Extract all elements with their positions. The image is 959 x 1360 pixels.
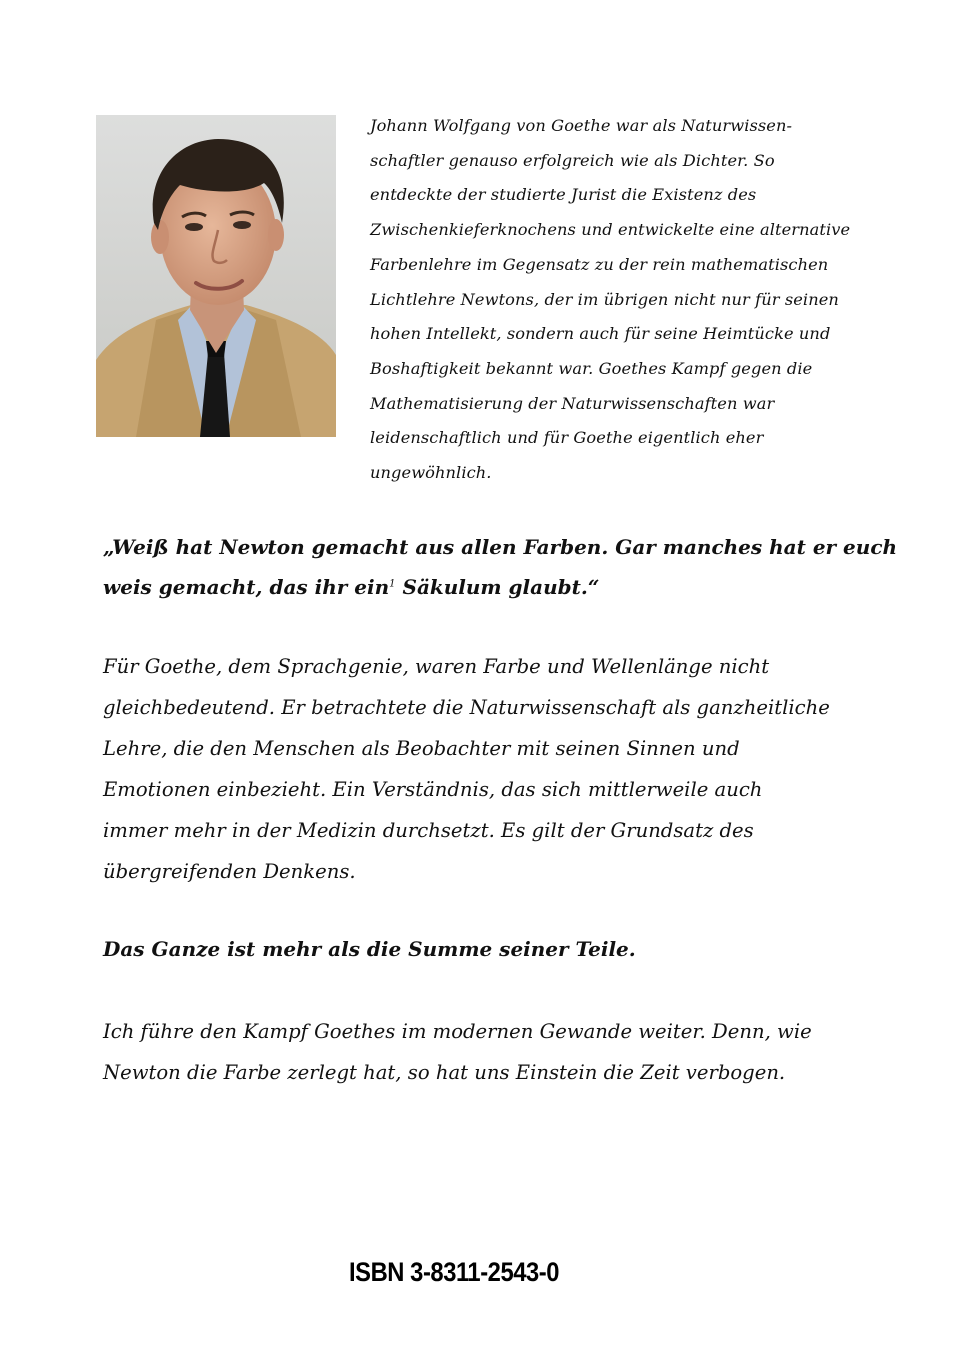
footnote-mark: 1	[389, 578, 396, 590]
intro-line: Boshaftigkeit bekannt war. Goethes Kampf gegen die	[370, 358, 813, 378]
intro-line: Johann Wolfgang von Goethe war als Naturwissen-	[370, 116, 793, 135]
quote-line-2-end: Säkulum glaubt.“	[395, 575, 600, 599]
body-line: Lehre, die den Menschen als Beobachter mit seinen Sinnen und	[103, 737, 740, 760]
motto-line: Das Ganze ist mehr als die Summe seiner Teile.	[103, 937, 636, 961]
body-paragraph-1	[103, 646, 863, 892]
quote-line-2	[103, 567, 863, 607]
intro-line: Lichtlehre Newtons, der im übrigen nicht nur für seinen	[370, 289, 839, 309]
intro-line: entdeckte der studierte Jurist die Existenz des	[370, 185, 757, 205]
body-line: gleichbedeutend. Er betrachtete die Naturwissenschaft als ganzheitliche	[103, 696, 830, 719]
quote-line-1: „Weiß hat Newton gemacht aus allen Farben. Gar manches hat er euch	[103, 535, 898, 559]
body-line: Newton die Farbe zerlegt hat, so hat uns Einstein die Zeit verbogen.	[103, 1061, 786, 1084]
intro-paragraph	[370, 109, 875, 491]
body-line: immer mehr in der Medizin durchsetzt. Es gilt der Grundsatz des	[103, 819, 754, 842]
body-line: Emotionen einbezieht. Ein Verständnis, das sich mittlerweile auch	[103, 778, 763, 801]
body-paragraph-2	[103, 1011, 873, 1093]
intro-line: Mathematisierung der Naturwissenschaften war	[370, 393, 775, 413]
isbn-label: ISBN 3-8311-2543-0	[349, 1257, 560, 1287]
intro-line: ungewöhnlich.	[370, 463, 492, 483]
quote-line-2-start: weis gemacht, das ihr ein	[103, 575, 390, 599]
body-line: übergreifenden Denkens.	[103, 860, 356, 883]
intro-line: Zwischenkieferknochens und entwickelte eine alternative	[370, 220, 851, 240]
portrait-illustration	[96, 115, 336, 437]
intro-line: Farbenlehre im Gegensatz zu der rein mathematischen	[370, 254, 829, 274]
goethe-quote	[103, 527, 898, 607]
body-line: Ich führe den Kampf Goethes im modernen Gewande weiter. Denn, wie	[103, 1020, 812, 1043]
intro-line: leidenschaftlich und für Goethe eigentlich eher	[370, 428, 764, 448]
intro-line: schaftler genauso erfolgreich wie als Dichter. So	[370, 150, 775, 170]
intro-line: hohen Intellekt, sondern auch für seine Heimtücke und	[370, 324, 831, 344]
author-portrait-photo	[96, 115, 336, 437]
body-line: Für Goethe, dem Sprachgenie, waren Farbe und Wellenlänge nicht	[103, 655, 770, 678]
